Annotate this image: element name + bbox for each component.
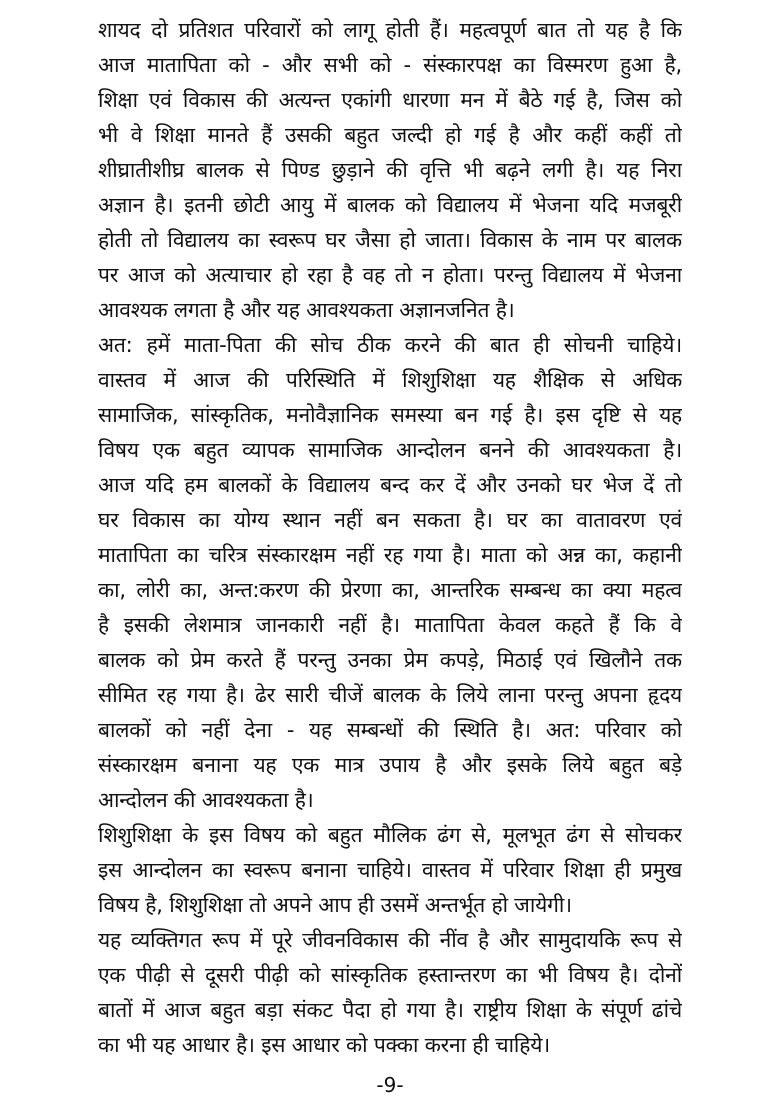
text-line: होती तो विद्यालय का स्वरूप घर जैसा हो जाता। विकास के नाम पर बालक	[98, 228, 682, 252]
text-line: अज्ञान है। इतनी छोटी आयु में बालक को विद्यालय में भेजना यदि मजबूरी	[98, 193, 682, 217]
text-line: का भी यह आधार है। इस आधार को पक्का करना ही चाहिये।	[98, 1033, 550, 1057]
text-line: आज यदि हम बालकों के विद्यालय बन्द कर दें और उनको घर भेज दें तो	[98, 473, 682, 497]
text-line: अत: हमें माता-पिता की सोच ठीक करने की बात ही सोचनी चाहिये।	[98, 333, 682, 357]
text-line: शिशुशिक्षा के इस विषय को बहुत मौलिक ढंग से, मूलभूत ढंग से सोचकर	[98, 823, 682, 847]
text-line: सामाजिक, सांस्कृतिक, मनोवैज्ञानिक समस्या बन गई है। इस दृष्टि से यह	[98, 403, 682, 427]
text-line: विषय एक बहुत व्यापक सामाजिक आन्दोलन बनने की आवश्यकता है।	[98, 438, 682, 462]
text-line: संस्कारक्षम बनाना यह एक मात्र उपाय है और इसके लिये बहुत बड़े	[98, 753, 682, 777]
text-line: बालक को प्रेम करते हैं परन्तु उनका प्रेम कपड़े, मिठाई एवं खिलौने तक	[98, 648, 682, 672]
text-line: सीमित रह गया है। ढेर सारी चीजें बालक के लिये लाना परन्तु अपना हृदय	[98, 683, 682, 707]
text-line: है इसकी लेशमात्र जानकारी नहीं है। मातापिता केवल कहते हैं कि वे	[98, 613, 682, 637]
text-line: पर आज को अत्याचार हो रहा है वह तो न होता। परन्तु विद्यालय में भेजना	[98, 263, 682, 287]
text-line: शायद दो प्रतिशत परिवारों को लागू होती हैं। महत्वपूर्ण बात तो यह है कि	[98, 18, 682, 42]
text-line: भी वे शिक्षा मानते हैं उसकी बहुत जल्दी हो गई है और कहीं कहीं तो	[98, 123, 682, 147]
text-line: बातों में आज बहुत बड़ा संकट पैदा हो गया है। राष्ट्रीय शिक्षा के संपूर्ण ढांचे	[98, 998, 682, 1022]
text-line: शीघ्रातीशीघ्र बालक से पिण्ड छुड़ाने की वृत्ति भी बढ़ने लगी है। यह निरा	[98, 158, 682, 182]
text-line: वास्तव में आज की परिस्थिति में शिशुशिक्षा यह शैक्षिक से अधिक	[98, 368, 682, 392]
text-line: शिक्षा एवं विकास की अत्यन्त एकांगी धारणा मन में बैठे गई है, जिस को	[98, 88, 682, 112]
text-line: विषय है, शिशुशिक्षा तो अपने आप ही उसमें अन्तर्भूत हो जायेगी।	[98, 893, 572, 917]
text-line: बालकों को नहीं देना - यह सम्बन्धों की स्थिति है। अत: परिवार को	[98, 718, 682, 742]
text-line: घर विकास का योग्य स्थान नहीं बन सकता है। घर का वातावरण एवं	[98, 508, 682, 532]
text-line: आवश्यक लगता है और यह आवश्यकता अज्ञानजनित है।	[98, 298, 515, 322]
text-line: का, लोरी का, अन्त:करण की प्रेरणा का, आन्तरिक सम्बन्ध का क्या महत्व	[98, 578, 682, 602]
text-line: इस आन्दोलन का स्वरूप बनाना चाहिये। वास्तव में परिवार शिक्षा ही प्रमुख	[98, 858, 682, 882]
text-line: आज मातापिता को - और सभी को - संस्कारपक्ष का विस्मरण हुआ है,	[98, 53, 682, 77]
page-number: -9-	[376, 1073, 404, 1097]
text-line: एक पीढ़ी से दूसरी पीढ़ी को सांस्कृतिक हस्तान्तरण का भी विषय है। दोनों	[98, 963, 682, 987]
text-line: आन्दोलन की आवश्यकता है।	[98, 788, 314, 812]
text-line: यह व्यक्तिगत रूप में पूरे जीवनविकास की नींव है और सामुदायकि रूप से	[98, 928, 682, 952]
text-line: मातापिता का चरित्र संस्कारक्षम नहीं रह गया है। माता को अन्न का, कहानी	[98, 543, 682, 567]
